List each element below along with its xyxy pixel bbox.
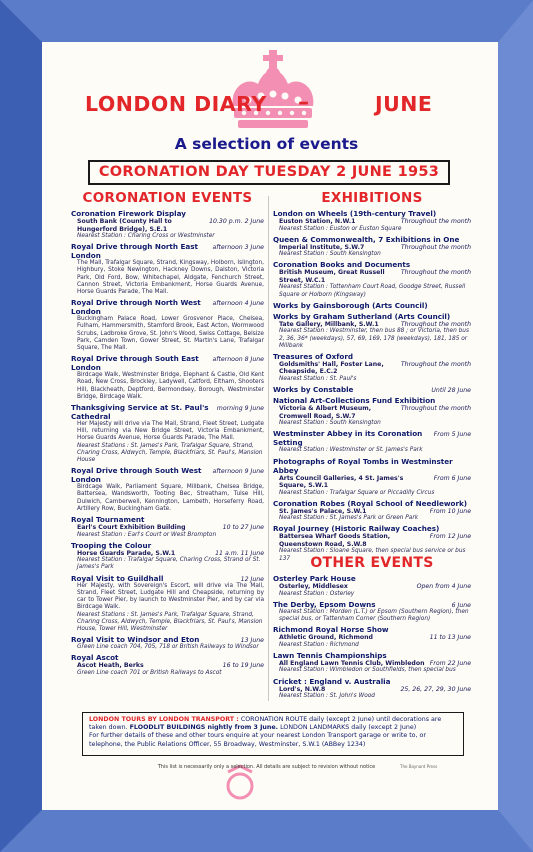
event-title: Westminster Abbey in its Coronation Setting	[273, 429, 423, 448]
event-header	[273, 677, 471, 686]
event-venue-row	[273, 361, 471, 376]
event-venue-row	[273, 634, 471, 642]
event-title: Works by Graham Sutherland (Arts Council)	[273, 311, 451, 321]
event-title: Royal Drive through South West London	[71, 466, 202, 485]
event-venue: Tate Gallery, Millbank, S.W.1	[279, 320, 379, 328]
event-nearest-station: Green Line coach 704, 705, 718 or British Railways to Windsor	[77, 644, 259, 651]
tours-floodlit: FLOODLIT BUILDINGS nightly from 3 June.	[129, 724, 279, 732]
event-date: Open from 4 June	[416, 583, 471, 590]
event-venue-row	[273, 218, 471, 226]
event-item	[71, 242, 264, 296]
event-nearest-station: Nearest Station : St. John's Wood	[279, 693, 375, 700]
title-london-diary: LONDON DIARY	[85, 92, 267, 116]
event-route: Buckingham Palace Road, Lower Grosvenor Place, Chelsea, Fulham, Hammersmith, Stamford Brook, East Acton, Wormwood Scrubs, Ladbroke Grove, St. John's Wood, Swiss Cottage, Belsize Park, Camden Town, Gower Street, St. Martin's Lane, Trafalgar Square, The Mall.	[77, 316, 264, 352]
event-venue-row	[71, 218, 264, 233]
event-date: From 6 June	[433, 474, 471, 482]
event-venue: Victoria & Albert Museum, Cromwell Road, S.W.7	[279, 405, 372, 420]
event-nearest-station: Nearest Station : Osterley	[279, 590, 355, 597]
event-nearest-station: Nearest Station : Euston or Euston Square	[279, 225, 402, 232]
event-header	[273, 385, 471, 394]
event-venue-row	[273, 583, 471, 591]
title-month: JUNE	[375, 92, 433, 116]
exhibitions-column	[273, 190, 471, 565]
event-item	[71, 541, 264, 572]
event-title: Trooping the Colour	[71, 540, 152, 550]
event-venue-row	[273, 533, 471, 548]
event-venue-row	[273, 244, 471, 252]
event-venue: St. James's Palace, S.W.1	[279, 507, 367, 515]
event-title: Thanksgiving Service at St. Paul's Cathedral	[71, 403, 209, 422]
event-header	[71, 403, 264, 421]
event-venue-row	[273, 269, 471, 284]
title-dash: –	[298, 90, 310, 115]
coronation-events-list	[71, 209, 264, 677]
event-header	[273, 574, 471, 583]
event-venue: Imperial Institute, S.W.7	[279, 243, 365, 251]
coronation-events-column	[71, 190, 264, 679]
printer-credit: The Baynard Press	[400, 764, 438, 769]
event-title: Cricket : England v. Australia	[273, 676, 391, 686]
event-venue-row	[273, 508, 471, 516]
event-title: Coronation Firework Display	[71, 209, 186, 218]
tours-label: LONDON TOURS BY LONDON TRANSPORT :	[89, 716, 239, 723]
event-item	[273, 235, 471, 259]
event-title: Royal Journey (Historic Railway Coaches)	[273, 524, 440, 534]
event-header	[273, 235, 471, 244]
event-header	[71, 653, 264, 662]
event-item	[273, 499, 471, 523]
event-header	[71, 574, 264, 583]
event-date: Throughout the month	[400, 269, 471, 277]
event-route: Birdcage Walk, Parliament Square, Millbank, Chelsea Bridge, Battersea, Wandsworth, Tooting Bec, Streatham, Tulse Hill, Dulwich, Camberwell, Kennington, Lambeth, Horseferry Road, Artillery Row, Buckingham Gate.	[77, 484, 264, 512]
event-venue-row	[273, 475, 471, 490]
event-nearest-station: Nearest Station : Westminster or St. James's Park	[279, 447, 423, 454]
other-events-heading: OTHER EVENTS	[310, 555, 434, 571]
event-item	[273, 429, 471, 454]
london-tours-box	[82, 712, 464, 756]
event-header	[71, 354, 264, 372]
event-date: 10 to 27 June	[222, 524, 264, 532]
event-nearest-station: Nearest Station : Trafalgar Square, Charing Cross, Strand or St. James's Park	[77, 557, 261, 571]
event-nearest-station: Nearest Station : South Kensington	[279, 420, 381, 427]
event-route: Birdcage Walk, Westminster Bridge, Elephant & Castle, Old Kent Road, New Cross, Brockley, Ladywell, Catford, Eltham, Shooters Hill, Blackheath, Deptford, Bermondsey, Borough, Westminster Bridge, Birdcage Walk.	[77, 372, 264, 400]
event-title: Coronation Robes (Royal School of Needlework)	[273, 498, 468, 508]
event-venue-row	[273, 686, 471, 694]
event-title: London on Wheels (19th-century Travel)	[273, 209, 437, 218]
event-title: Photographs of Royal Tombs in Westminster Abbey	[273, 456, 453, 475]
event-route: Her Majesty will drive via The Mall, Strand, Fleet Street, Ludgate Hill, returning via New Bridge Street, Victoria Embankment, Horse Guards Avenue, Horse Guards Parade, The Mall.	[77, 421, 264, 442]
event-date: 13 June	[240, 637, 264, 645]
event-date: 6 June	[451, 601, 471, 609]
event-venue: South Bank (County Hall to Hungerford Bridge), S.E.1	[77, 218, 172, 233]
event-venue-row	[273, 660, 471, 668]
event-header	[71, 515, 264, 524]
event-venue: All England Lawn Tennis Club, Wimbledon	[279, 659, 425, 667]
event-title: Royal Ascot	[71, 653, 119, 663]
event-item	[71, 354, 264, 401]
event-item	[273, 385, 471, 394]
event-nearest-station: Nearest Station : Tottenham Court Road, Goodge Street, Russell Square or Holborn (Kingsway)	[279, 284, 466, 298]
event-header	[273, 457, 471, 475]
event-venue: Arts Council Galleries, 4 St. James's Square, S.W.1	[279, 474, 404, 490]
event-nearest-station: Nearest Station : St. Paul's	[279, 375, 357, 382]
event-date: From 22 June	[429, 659, 471, 667]
event-title: Royal Visit to Guildhall	[71, 573, 164, 583]
event-title: Works by Gainsborough (Arts Council)	[273, 300, 428, 310]
event-venue: Euston Station, N.W.1	[279, 218, 356, 225]
event-route: Her Majesty, with Sovereign's Escort, will drive via The Mall, Strand, Fleet Street, Ludgate Hill and Cheapside, returning by car to Tower Pier, by launch to Westminster Pier, and by car via Birdcage Walk.	[77, 582, 264, 611]
event-nearest-station: Nearest Station : Sloane Square, then special bus service or bus 137	[279, 548, 466, 562]
event-title: Treasures of Oxford	[273, 351, 354, 361]
event-title: Lawn Tennis Championships	[273, 650, 387, 660]
exhibitions-heading: EXHIBITIONS	[321, 190, 423, 206]
event-venue-row	[71, 550, 264, 558]
event-title: Royal Drive through North West London	[71, 298, 201, 317]
event-venue: Ascot Heath, Berks	[77, 662, 144, 670]
event-header	[273, 209, 471, 218]
event-item	[273, 600, 471, 623]
event-date: From 10 June	[429, 507, 471, 515]
event-date: 12 June	[240, 575, 264, 583]
event-title: Coronation Books and Documents	[273, 260, 411, 270]
event-item	[273, 209, 471, 233]
event-date: From 5 June	[433, 431, 471, 439]
event-title: The Derby, Epsom Downs	[273, 599, 376, 609]
event-title: Royal Tournament	[71, 515, 145, 525]
event-item	[71, 403, 264, 464]
event-header	[273, 352, 471, 361]
event-venue-row	[71, 524, 264, 532]
event-item	[71, 298, 264, 352]
event-header	[273, 499, 471, 508]
event-date: afternoon 9 June	[212, 468, 264, 476]
other-events-list	[273, 574, 471, 700]
event-nearest-station: Nearest Station : Wimbledon or Southfields, then special bus	[279, 667, 456, 674]
event-title: Queen & Commonwealth, 7 Exhibitions in One	[273, 234, 460, 244]
event-item	[71, 635, 264, 651]
event-venue: Lord's, N.W.8	[279, 685, 326, 693]
event-nearest-station: Green Line coach 701 or British Railways to Ascot	[77, 669, 222, 676]
event-nearest-station: Nearest Station : Westminster, then bus 88 ; or Victoria, then bus 2, 36, 36* (weekdays), 57, 69, 169, 178 (weekdays), 181, 185 or Millbank	[279, 328, 469, 349]
event-date: Throughout the month	[400, 405, 471, 413]
event-date: Throughout the month	[400, 360, 471, 368]
event-header	[273, 396, 471, 405]
event-nearest-station: Nearest Station : Richmond	[279, 641, 359, 648]
event-item	[273, 260, 471, 298]
event-item	[273, 574, 471, 598]
event-item	[273, 396, 471, 427]
event-item	[273, 625, 471, 649]
tours-landmarks: LONDON LANDMARKS daily (except 2 June)	[280, 724, 417, 732]
event-venue: Horse Guards Parade, S.W.1	[77, 549, 176, 557]
event-header	[71, 209, 264, 218]
event-header	[71, 242, 264, 260]
coronation-day-banner: CORONATION DAY TUESDAY 2 JUNE 1953	[88, 160, 450, 185]
event-title: Osterley Park House	[273, 574, 356, 583]
event-nearest-station: Nearest Station : Trafalgar Square or Piccadilly Circus	[279, 489, 435, 496]
event-item	[273, 352, 471, 383]
event-nearest-station: Nearest Station : St. James's Park or Green Park	[279, 515, 419, 522]
event-item	[71, 574, 264, 633]
event-nearest-station: Nearest Station : Charing Cross or Westminster	[77, 233, 215, 239]
event-header	[273, 312, 471, 321]
exhibitions-list	[273, 209, 471, 563]
coronation-events-heading: CORONATION EVENTS	[82, 190, 253, 206]
event-item	[273, 312, 471, 350]
event-date: 11 a.m. 11 June	[215, 549, 264, 557]
event-title: National Art-Collections Fund Exhibition	[273, 396, 436, 406]
event-title: Royal Drive through North East London	[71, 242, 198, 261]
event-date: 16 to 19 June	[222, 662, 264, 670]
event-date: Throughout the month	[400, 218, 471, 225]
event-header	[273, 625, 471, 634]
event-item	[273, 677, 471, 701]
event-date: 25, 26, 27, 29, 30 June	[400, 685, 471, 693]
event-date: afternoon 3 June	[212, 244, 264, 252]
event-header	[273, 651, 471, 660]
other-events-column	[273, 555, 471, 702]
event-header	[273, 429, 471, 447]
event-item	[273, 457, 471, 497]
event-header	[273, 600, 471, 609]
event-nearest-station: Nearest Stations : St. James's Park, Trafalgar Square, Strand, Charing Cross, Aldwych, Temple, Blackfriars, St. Paul's, Mansion House, Tower Hill, Westminster	[77, 611, 263, 632]
column-divider	[268, 196, 269, 701]
event-title: Royal Drive through South East London	[71, 354, 199, 373]
tours-enquiry: For further details of these and other tours enquire at your nearest London Transport garage or write to, or telephone, the Public Relations Officer, 55 Broadway, Westminster, S.W.1 (ABBey 1234)	[89, 732, 426, 748]
event-item	[71, 653, 264, 677]
event-header	[71, 466, 264, 484]
event-venue-row	[71, 662, 264, 670]
event-nearest-station: Nearest Station : South Kensington	[279, 251, 381, 258]
event-item	[71, 515, 264, 539]
event-item	[273, 301, 471, 310]
tours-coronation-route: CORONATION ROUTE daily (except 2 June) until decorations are taken down.	[89, 716, 442, 732]
event-venue: Goldsmiths' Hall, Foster Lane, Cheapside, E.C.2	[279, 360, 384, 376]
event-venue: Osterley, Middlesex	[279, 583, 348, 590]
event-venue: Athletic Ground, Richmond	[279, 634, 373, 642]
event-item	[273, 651, 471, 675]
event-item	[71, 466, 264, 513]
event-venue-row	[273, 321, 471, 329]
event-item	[71, 209, 264, 240]
event-nearest-station: Nearest Station : Earl's Court or West Brompton	[77, 531, 217, 538]
poster-subtitle: A selection of events	[174, 135, 359, 153]
event-header	[71, 298, 264, 316]
event-venue-row	[273, 405, 471, 420]
event-route: The Mall, Trafalgar Square, Strand, Kingsway, Holborn, Islington, Highbury, Stoke Newington, Hackney Downs, Dalston, Victoria Park, Old Ford, Bow, Whitechapel, Aldgate, Fenchurch Street, Cannon Street, Victoria Embankment, Horse Guards Avenue, Horse Guards Parade, The Mall.	[77, 260, 264, 296]
event-header	[273, 524, 471, 533]
event-date: 10.30 p.m. 2 June	[209, 218, 264, 225]
event-date: Throughout the month	[400, 320, 471, 328]
event-date: 11 to 13 June	[429, 634, 471, 642]
event-title: Royal Visit to Windsor and Eton	[71, 635, 200, 645]
event-header	[273, 301, 471, 310]
event-date: morning 9 June	[216, 405, 264, 413]
event-nearest-station: Nearest Stations : St. James's Park, Trafalgar Square, Strand, Charing Cross, Aldwych, Temple, Blackfriars, St. Paul's, Mansion House	[77, 442, 263, 464]
event-venue: Earl's Court Exhibition Building	[77, 524, 186, 532]
event-date: Until 28 June	[431, 387, 471, 395]
disclaimer: This list is necessarily only a selection. All details are subject to revision without notice	[157, 764, 376, 770]
event-venue: British Museum, Great Russell Street, W.C.1	[279, 269, 385, 284]
event-nearest-station: Nearest Station : Morden (L.T.) or Epsom (Southern Region), then special bus, or Tattenham Corner (Southern Region)	[279, 608, 469, 622]
event-date: afternoon 4 June	[212, 300, 264, 308]
event-title: Richmond Royal Horse Show	[273, 625, 389, 635]
event-date: afternoon 8 June	[212, 356, 264, 364]
event-date: From 12 June	[429, 533, 471, 541]
event-header	[71, 541, 264, 550]
event-date: Throughout the month	[400, 243, 471, 251]
event-venue: Battersea Wharf Goods Station, Queenstown Road, S.W.8	[279, 533, 391, 548]
poster-title	[85, 92, 455, 124]
event-title: Works by Constable	[273, 385, 354, 395]
event-header	[71, 635, 264, 644]
